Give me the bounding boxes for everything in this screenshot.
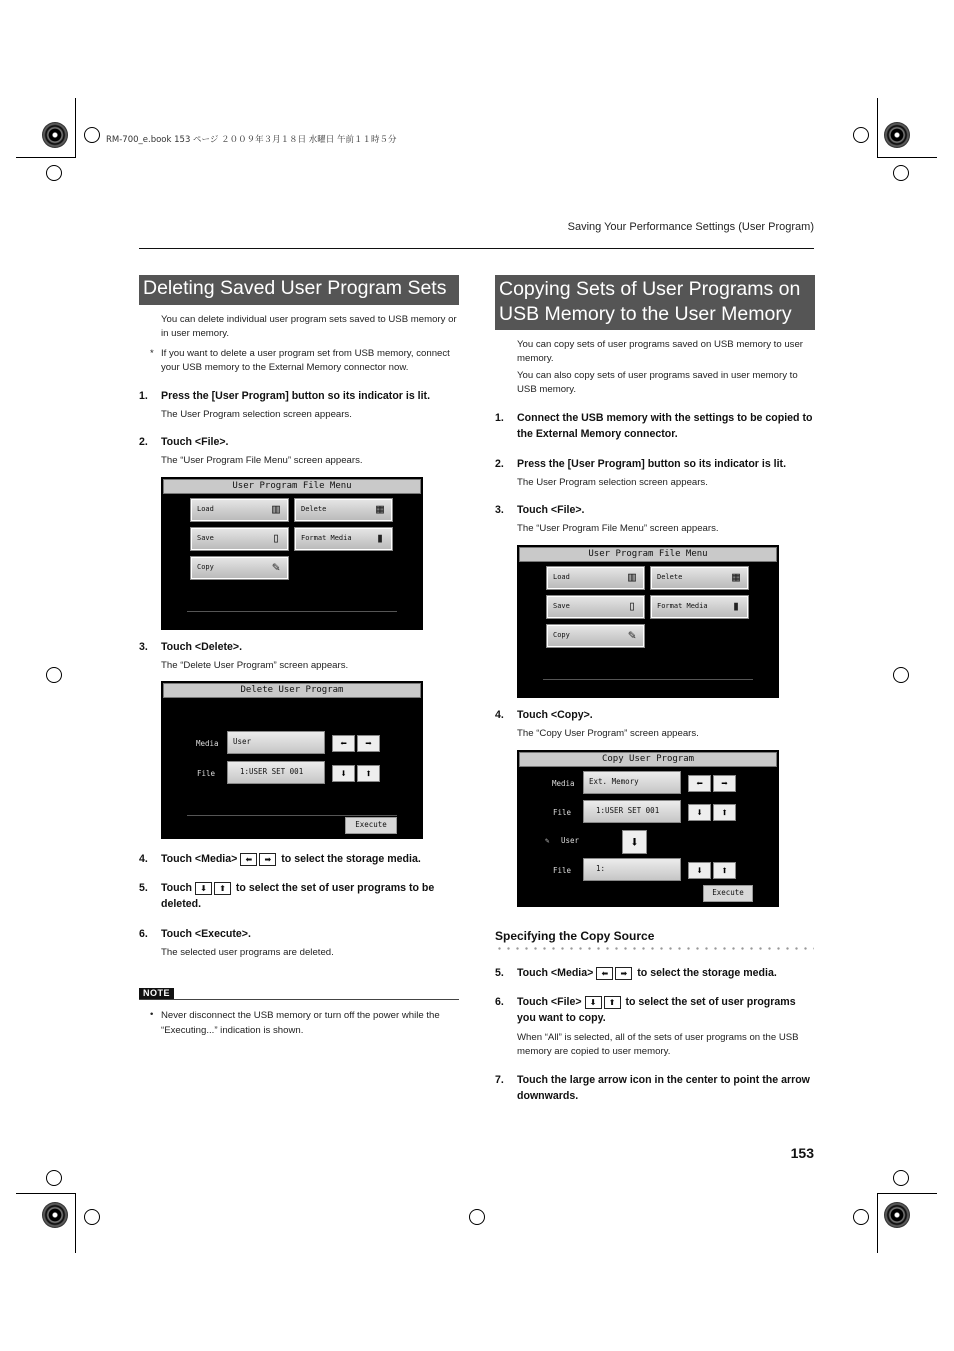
crosshair-icon [84,127,100,143]
user-label: User [561,836,580,845]
copy-screen [517,750,779,907]
subhead-copy-source: Specifying the Copy Source [495,929,655,943]
down-arrow-button[interactable]: ⬇ [332,765,355,782]
step-1: 1. Press the [User Program] button so its indicator is lit. [139,390,431,402]
step-4: 4. Touch <Media> ⬅ ➡ to select the storage media. [139,853,421,865]
step-6: 6. Touch <Execute>. [139,928,251,940]
step-6-desc: The selected user programs are deleted. [161,947,334,958]
crosshair-icon [46,667,62,683]
usb-icon: ▮ [732,599,740,614]
bullet-text: If you want to delete a user program set from USB memory, connect your USB memory to the External Memory connector now. [161,348,450,373]
delete-screen [161,681,423,839]
crosshair-icon [46,1170,62,1186]
media-field[interactable]: Ext. Memory [583,771,681,794]
registration-target-icon [42,1202,68,1228]
section-title-copy: Copying Sets of User Programs on USB Memory to the User Memory [495,275,815,330]
registration-target-icon [884,122,910,148]
copy-step-6: 6. Touch <File> ⬇ ⬆ to select the set of user programs you want to copy. [495,996,796,1025]
format-media-button[interactable]: Format Media ▮ [294,527,393,551]
bullet-mark: * [150,348,154,359]
left-arrow-icon: ⬅ [240,853,257,866]
left-arrow-button[interactable]: ⬅ [688,775,711,792]
up-arrow-icon: ⬆ [214,882,231,895]
pencil-icon: ✎ [545,836,550,845]
copy-step-4-desc: The “Copy User Program” screen appears. [517,728,699,739]
down-arrow-icon: ⬇ [195,882,212,895]
trash-icon: ▦ [732,570,740,585]
note-bullet: • [150,1009,154,1020]
media-field[interactable]: User [227,731,325,754]
registration-target-icon [42,122,68,148]
right-arrow-button[interactable]: ➡ [357,735,380,752]
copy-button[interactable]: Copy ✎ [190,556,289,580]
step-2: 2. Touch <File>. [139,436,229,448]
copy-step-7: 7. Touch the large arrow icon in the center to point the arrow downwards. [495,1074,810,1102]
execute-button[interactable]: Execute [703,885,753,902]
copy-step-5: 5. Touch <Media> ⬅ ➡ to select the storage media. [495,967,777,979]
save-icon: ▯ [628,599,636,614]
section-title-delete: Deleting Saved User Program Sets [139,275,459,305]
up-arrow-button[interactable]: ⬆ [713,804,736,821]
left-arrow-button[interactable]: ⬅ [332,735,355,752]
step-5: 5. Touch ⬇ ⬆ to select the set of user programs to be deleted. [139,882,435,911]
crosshair-icon [893,667,909,683]
crosshair-icon [84,1209,100,1225]
crosshair-icon [893,1170,909,1186]
file-field[interactable]: 1:USER SET 001 [583,800,681,823]
step-3-desc: The “Delete User Program” screen appears. [161,660,349,671]
file2-label: File [553,866,572,875]
copy-step-3: 3. Touch <File>. [495,504,585,516]
copy-step-4: 4. Touch <Copy>. [495,709,593,721]
keyboard-icon: ▥ [272,502,280,517]
copy-step-1: 1. Connect the USB memory with the settings to be copied to the External Memory connector. [495,412,813,440]
crosshair-icon [853,1209,869,1225]
dotted-divider [495,947,814,950]
up-arrow-button[interactable]: ⬆ [357,765,380,782]
trash-icon: ▦ [376,502,384,517]
up-arrow-icon: ⬆ [604,996,621,1009]
file-menu-screen [161,477,423,630]
media-label: Media [196,739,219,748]
registration-target-icon [884,1202,910,1228]
copy-step-6-desc: When “All” is selected, all of the sets of user programs on the USB memory are copied to user memory. [517,1032,799,1057]
file-field[interactable]: 1:USER SET 001 [227,761,325,784]
copy-intro-2: You can also copy sets of user programs saved in user memory to USB memory. [517,370,798,395]
screen-title: User Program File Menu [163,479,421,494]
screen-title: User Program File Menu [519,547,777,562]
up-arrow-button-2[interactable]: ⬆ [713,862,736,879]
copy-button[interactable]: Copy ✎ [546,624,645,648]
copy-intro-1: You can copy sets of user programs saved on USB memory to user memory. [517,339,803,364]
note-text: Never disconnect the USB memory or turn off the power while the “Executing...” indication is shown. [161,1010,440,1036]
copy-step-2-desc: The User Program selection screen appears. [517,477,708,488]
delete-button[interactable]: Delete ▦ [650,566,749,590]
crosshair-icon [853,127,869,143]
media-label: Media [552,779,575,788]
usb-icon: ▮ [376,531,384,546]
step-1-desc: The User Program selection screen appears. [161,409,352,420]
format-media-button[interactable]: Format Media ▮ [650,595,749,619]
file2-field[interactable]: 1: [583,858,681,881]
left-arrow-icon: ⬅ [596,967,613,980]
step-3: 3. Touch <Delete>. [139,641,243,653]
file-label: File [553,808,572,817]
copy-icon: ✎ [628,628,636,643]
down-arrow-button-2[interactable]: ⬇ [688,862,711,879]
crosshair-icon [46,165,62,181]
screen-title: Delete User Program [163,683,421,698]
keyboard-icon: ▥ [628,570,636,585]
page-number: 153 [790,1145,814,1161]
print-mark: RM-700_e.book 153 ページ ２００９年３月１８日 水曜日 午前１１時５分 [106,135,397,145]
execute-button[interactable]: Execute [345,817,397,834]
right-arrow-icon: ➡ [259,853,276,866]
delete-button[interactable]: Delete ▦ [294,498,393,522]
load-button[interactable]: Load ▥ [190,498,289,522]
crosshair-icon [893,165,909,181]
copy-icon: ✎ [272,560,280,575]
save-button[interactable]: Save ▯ [546,595,645,619]
down-arrow-button[interactable]: ⬇ [688,804,711,821]
large-down-arrow-button[interactable]: ⬇ [622,830,647,854]
header-rule [139,248,814,249]
save-button[interactable]: Save ▯ [190,527,289,551]
right-arrow-icon: ➡ [615,967,632,980]
load-button[interactable]: Load ▥ [546,566,645,590]
intro-text: You can delete individual user program sets saved to USB memory or in user memory. [161,314,457,339]
right-arrow-button[interactable]: ➡ [713,775,736,792]
crosshair-icon [469,1209,485,1225]
down-arrow-icon: ⬇ [585,996,602,1009]
copy-step-2: 2. Press the [User Program] button so its indicator is lit. [495,458,787,470]
step-2-desc: The “User Program File Menu” screen appears. [161,455,363,466]
note-badge: NOTE [139,988,174,999]
file-menu-screen-2 [517,545,779,698]
copy-step-3-desc: The “User Program File Menu” screen appears. [517,523,719,534]
save-icon: ▯ [272,531,280,546]
running-header: Saving Your Performance Settings (User Program) [567,221,814,233]
screen-title: Copy User Program [519,752,777,767]
file-label: File [197,769,216,778]
